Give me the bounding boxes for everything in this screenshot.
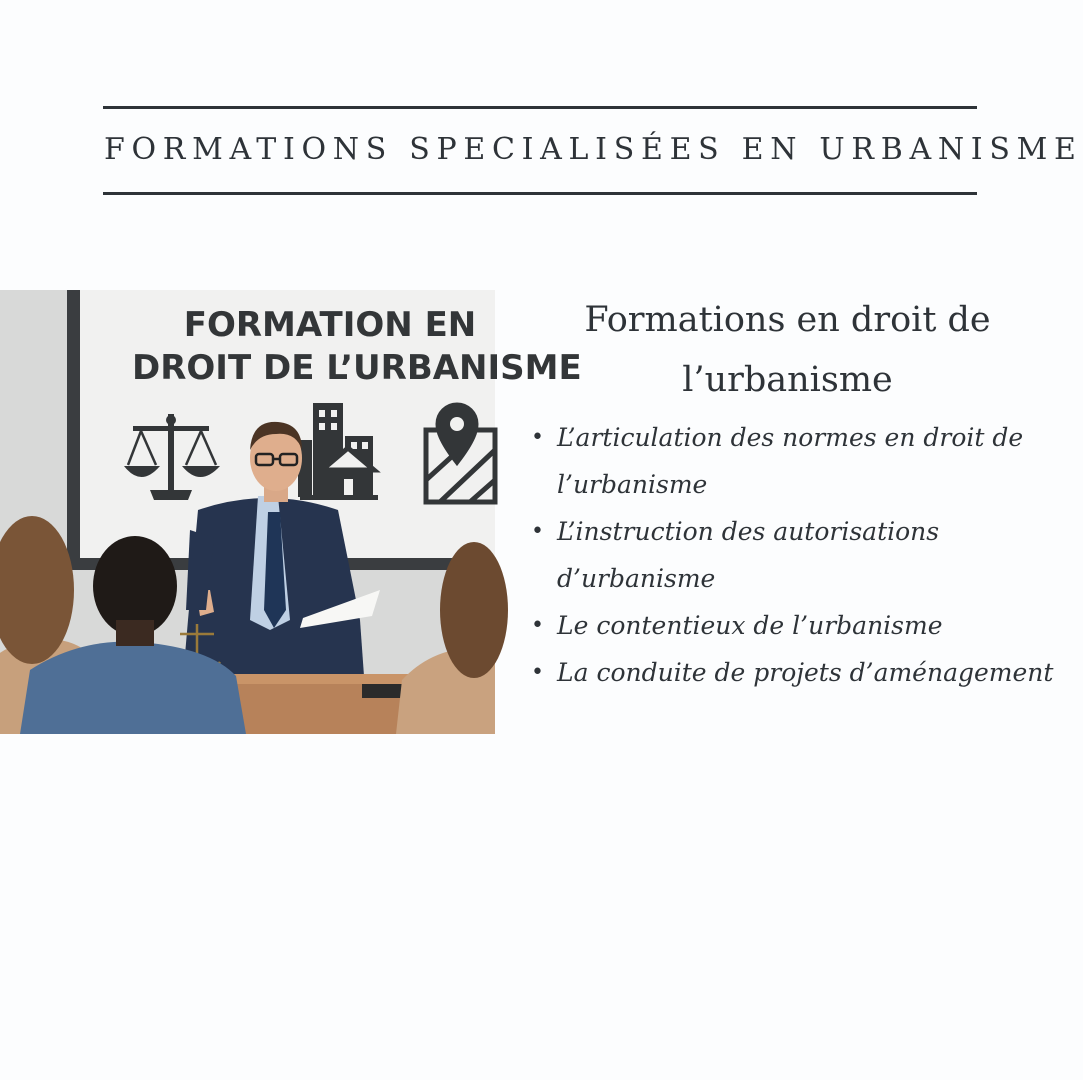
bullet-icon: • xyxy=(531,519,544,544)
bullet-icon: • xyxy=(531,425,544,450)
header-rule-bottom xyxy=(103,192,977,195)
topic-item-norms xyxy=(529,414,1074,508)
section-heading xyxy=(555,290,1020,410)
topic-line: L’instruction des autorisations xyxy=(557,517,940,546)
topic-line: d’urbanisme xyxy=(557,564,716,593)
topic-item-projects xyxy=(529,649,1074,696)
bullet-icon: • xyxy=(531,660,544,685)
board-title-line2: DROIT DE L’URBANISME xyxy=(132,348,582,388)
section-heading-line2: l’urbanisme xyxy=(682,360,893,400)
notebook xyxy=(362,684,404,698)
topic-line: L’articulation des normes en droit de xyxy=(557,423,1024,452)
topic-line: Le contentieux de l’urbanisme xyxy=(557,611,943,640)
topic-item-authorisations xyxy=(529,508,1074,602)
topic-list xyxy=(529,414,1074,696)
training-scene xyxy=(0,290,582,734)
training-photo xyxy=(0,290,582,734)
section-heading-line1: Formations en droit de xyxy=(584,300,991,340)
header-rule-top xyxy=(103,106,977,109)
topic-line: La conduite de projets d’aménagement xyxy=(557,658,1054,687)
page-title: FORMATIONS SPECIALISÉES EN URBANISME xyxy=(104,132,1083,167)
bullet-icon: • xyxy=(531,613,544,638)
board-title-line1: FORMATION EN xyxy=(183,305,477,345)
topic-line: l’urbanisme xyxy=(557,470,708,499)
topic-item-litigation xyxy=(529,602,1074,649)
